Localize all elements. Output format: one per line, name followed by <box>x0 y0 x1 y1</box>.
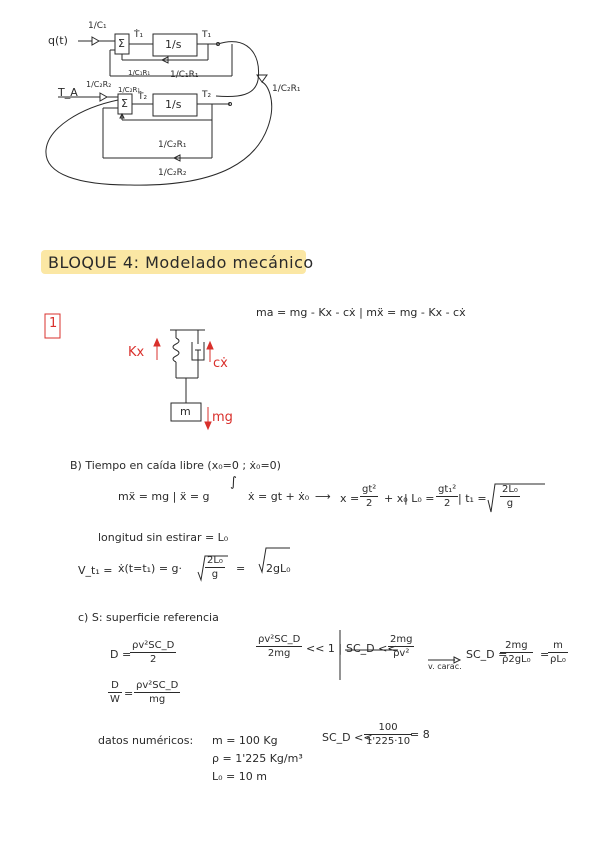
scd-numeric-fraction <box>364 722 412 747</box>
part-b-heading: B) Tiempo en caída libre (x₀=0 ; ẋ₀=0) <box>70 459 281 472</box>
d-label: D = <box>110 648 132 661</box>
scd-num-frac-bar <box>364 734 412 735</box>
cond-relation: << 1 | <box>306 642 343 655</box>
scd2-label: SC_D = <box>466 648 508 661</box>
problem-number: 1 <box>49 316 58 331</box>
equation-main: ma = mg - Kx - cẋ | mẍ = mg - Kx - cẋ <box>256 306 466 319</box>
sum-bottom-symbol: Σ <box>121 97 128 110</box>
integral-sign: ∫ <box>230 475 237 490</box>
spring-force-label: Kx <box>128 345 145 360</box>
t1-frac-num: 2L₀ <box>502 484 518 495</box>
scd3-equals: = <box>540 648 550 661</box>
dw-rfrac-den: mg <box>149 694 166 705</box>
v-label: V_t₁ = <box>78 564 113 577</box>
weight-label: mg <box>212 410 233 425</box>
dw-frac-bar <box>108 692 122 693</box>
scd3-frac-den: ρL₀ <box>550 654 566 665</box>
fb-bottom-small-label: 1/C₂R₁ <box>118 86 141 94</box>
data-label: datos numéricos: <box>98 734 194 747</box>
x-frac-num: gt² <box>362 484 377 495</box>
d-frac-num: ρv²SC_D <box>132 640 175 651</box>
v-result: 2gL₀ <box>266 562 291 575</box>
fb-top-small-label: 1/C₁R₁ <box>128 69 151 77</box>
x0-term: + x₀ <box>384 492 408 505</box>
v-expr: ẋ(t=t₁) = g· <box>118 562 183 575</box>
t1-out-label: T₁ <box>202 30 212 40</box>
gain-top-label: 1/C₁ <box>88 21 107 31</box>
fb-mid-label: 1/C₂R₁ <box>158 140 187 150</box>
scd2-frac-bar <box>500 652 533 653</box>
v-frac-den: g <box>211 569 219 580</box>
v-equals: = <box>236 562 246 575</box>
scd2-fraction <box>500 640 533 665</box>
x-frac-bar <box>360 496 378 497</box>
section-title: BLOQUE 4: Modelado mecánico <box>48 253 314 272</box>
arrow-icon: ⟶ <box>315 490 331 503</box>
scd3-fraction <box>548 640 568 665</box>
t1-label: | t₁ = <box>458 492 487 505</box>
scd-numeric-label: SC_D << <box>322 731 373 744</box>
scd-label: SC_D << <box>346 642 397 655</box>
v-frac-bar <box>205 567 225 568</box>
scd-num-frac-den: 1'225·10 <box>366 736 411 747</box>
scd-frac-den: ρv² <box>393 648 410 659</box>
v-fraction <box>205 555 225 580</box>
scd2-frac-num: 2mg <box>505 640 528 651</box>
dw-right-fraction <box>134 680 180 705</box>
scd3-frac-bar <box>548 652 568 653</box>
fb-low-label: 1/C₂R₂ <box>158 168 187 178</box>
scd-num-frac-num: 100 <box>378 722 398 733</box>
fb-top-label: 1/C₁R₁ <box>170 70 199 80</box>
x-frac-den: 2 <box>365 498 373 509</box>
dw-rfrac-bar <box>134 692 180 693</box>
data-mass: m = 100 Kg <box>212 734 278 747</box>
scd-frac-num: 2mg <box>390 634 413 645</box>
data-length: L₀ = 10 m <box>212 770 267 783</box>
l0-frac-bar <box>436 496 458 497</box>
d-frac-bar <box>130 652 176 653</box>
scd-fraction <box>388 634 414 659</box>
dw-equals: = <box>124 687 134 700</box>
integrator-bottom-label: 1/s <box>165 98 182 111</box>
scd-numeric-result: = 8 <box>410 728 430 741</box>
l0-label: | L₀ = <box>404 492 435 505</box>
input-ta-label: T_A <box>58 86 78 99</box>
d-frac-den: 2 <box>149 654 157 665</box>
cross-coupling-curve <box>216 42 259 97</box>
l0-frac-num: gt₁² <box>438 484 457 495</box>
gain-top-triangle <box>92 37 99 45</box>
cond-fraction <box>256 634 302 659</box>
part-c-heading: c) S: superficie referencia <box>78 611 219 624</box>
t1-frac-bar <box>500 496 520 497</box>
scd2-frac-den: ρ2gL₀ <box>502 654 531 665</box>
cond-frac-num: ρv²SC_D <box>258 634 301 645</box>
t1-dot-label: Ṫ₁ <box>134 30 144 40</box>
t1-frac-den: g <box>506 498 514 509</box>
input-q-label: q(t) <box>48 34 68 47</box>
mass-label: m <box>180 405 191 418</box>
part-b-eq1: mẍ = mg | ẍ = g <box>118 490 210 503</box>
length-note: longitud sin estirar = L₀ <box>98 531 229 544</box>
scd3-frac-num: m <box>553 640 563 651</box>
t2-out-label: T₂ <box>202 90 212 100</box>
sum-top-symbol: Σ <box>118 37 125 50</box>
gain-bottom-label: 1/C₂R₂ <box>86 80 112 89</box>
damper-force-label: cẋ <box>213 356 228 371</box>
dw-frac-den: W <box>110 694 120 705</box>
x-fraction <box>360 484 378 509</box>
dw-fraction <box>108 680 122 705</box>
d-fraction <box>130 640 176 665</box>
data-density: ρ = 1'225 Kg/m³ <box>212 752 303 765</box>
l0-frac-den: 2 <box>443 498 451 509</box>
cond-frac-bar <box>256 646 302 647</box>
t2-dot-label: Ṫ₂ <box>138 92 148 102</box>
dw-rfrac-num: ρv²SC_D <box>136 680 179 691</box>
integrator-top-label: 1/s <box>165 38 182 51</box>
v-carac-label: v. carac. <box>428 662 462 671</box>
l0-fraction <box>436 484 458 509</box>
cond-frac-den: 2mg <box>267 648 291 659</box>
dw-frac-num: D <box>111 680 119 691</box>
x-label: x = <box>340 492 360 505</box>
cross-gain-label: 1/C₂R₁ <box>272 84 301 94</box>
t1-fraction <box>500 484 520 509</box>
scd-frac-bar <box>388 646 414 647</box>
v-frac-num: 2L₀ <box>207 555 223 566</box>
part-b-eq2: ẋ = gt + ẋ₀ <box>248 490 310 503</box>
